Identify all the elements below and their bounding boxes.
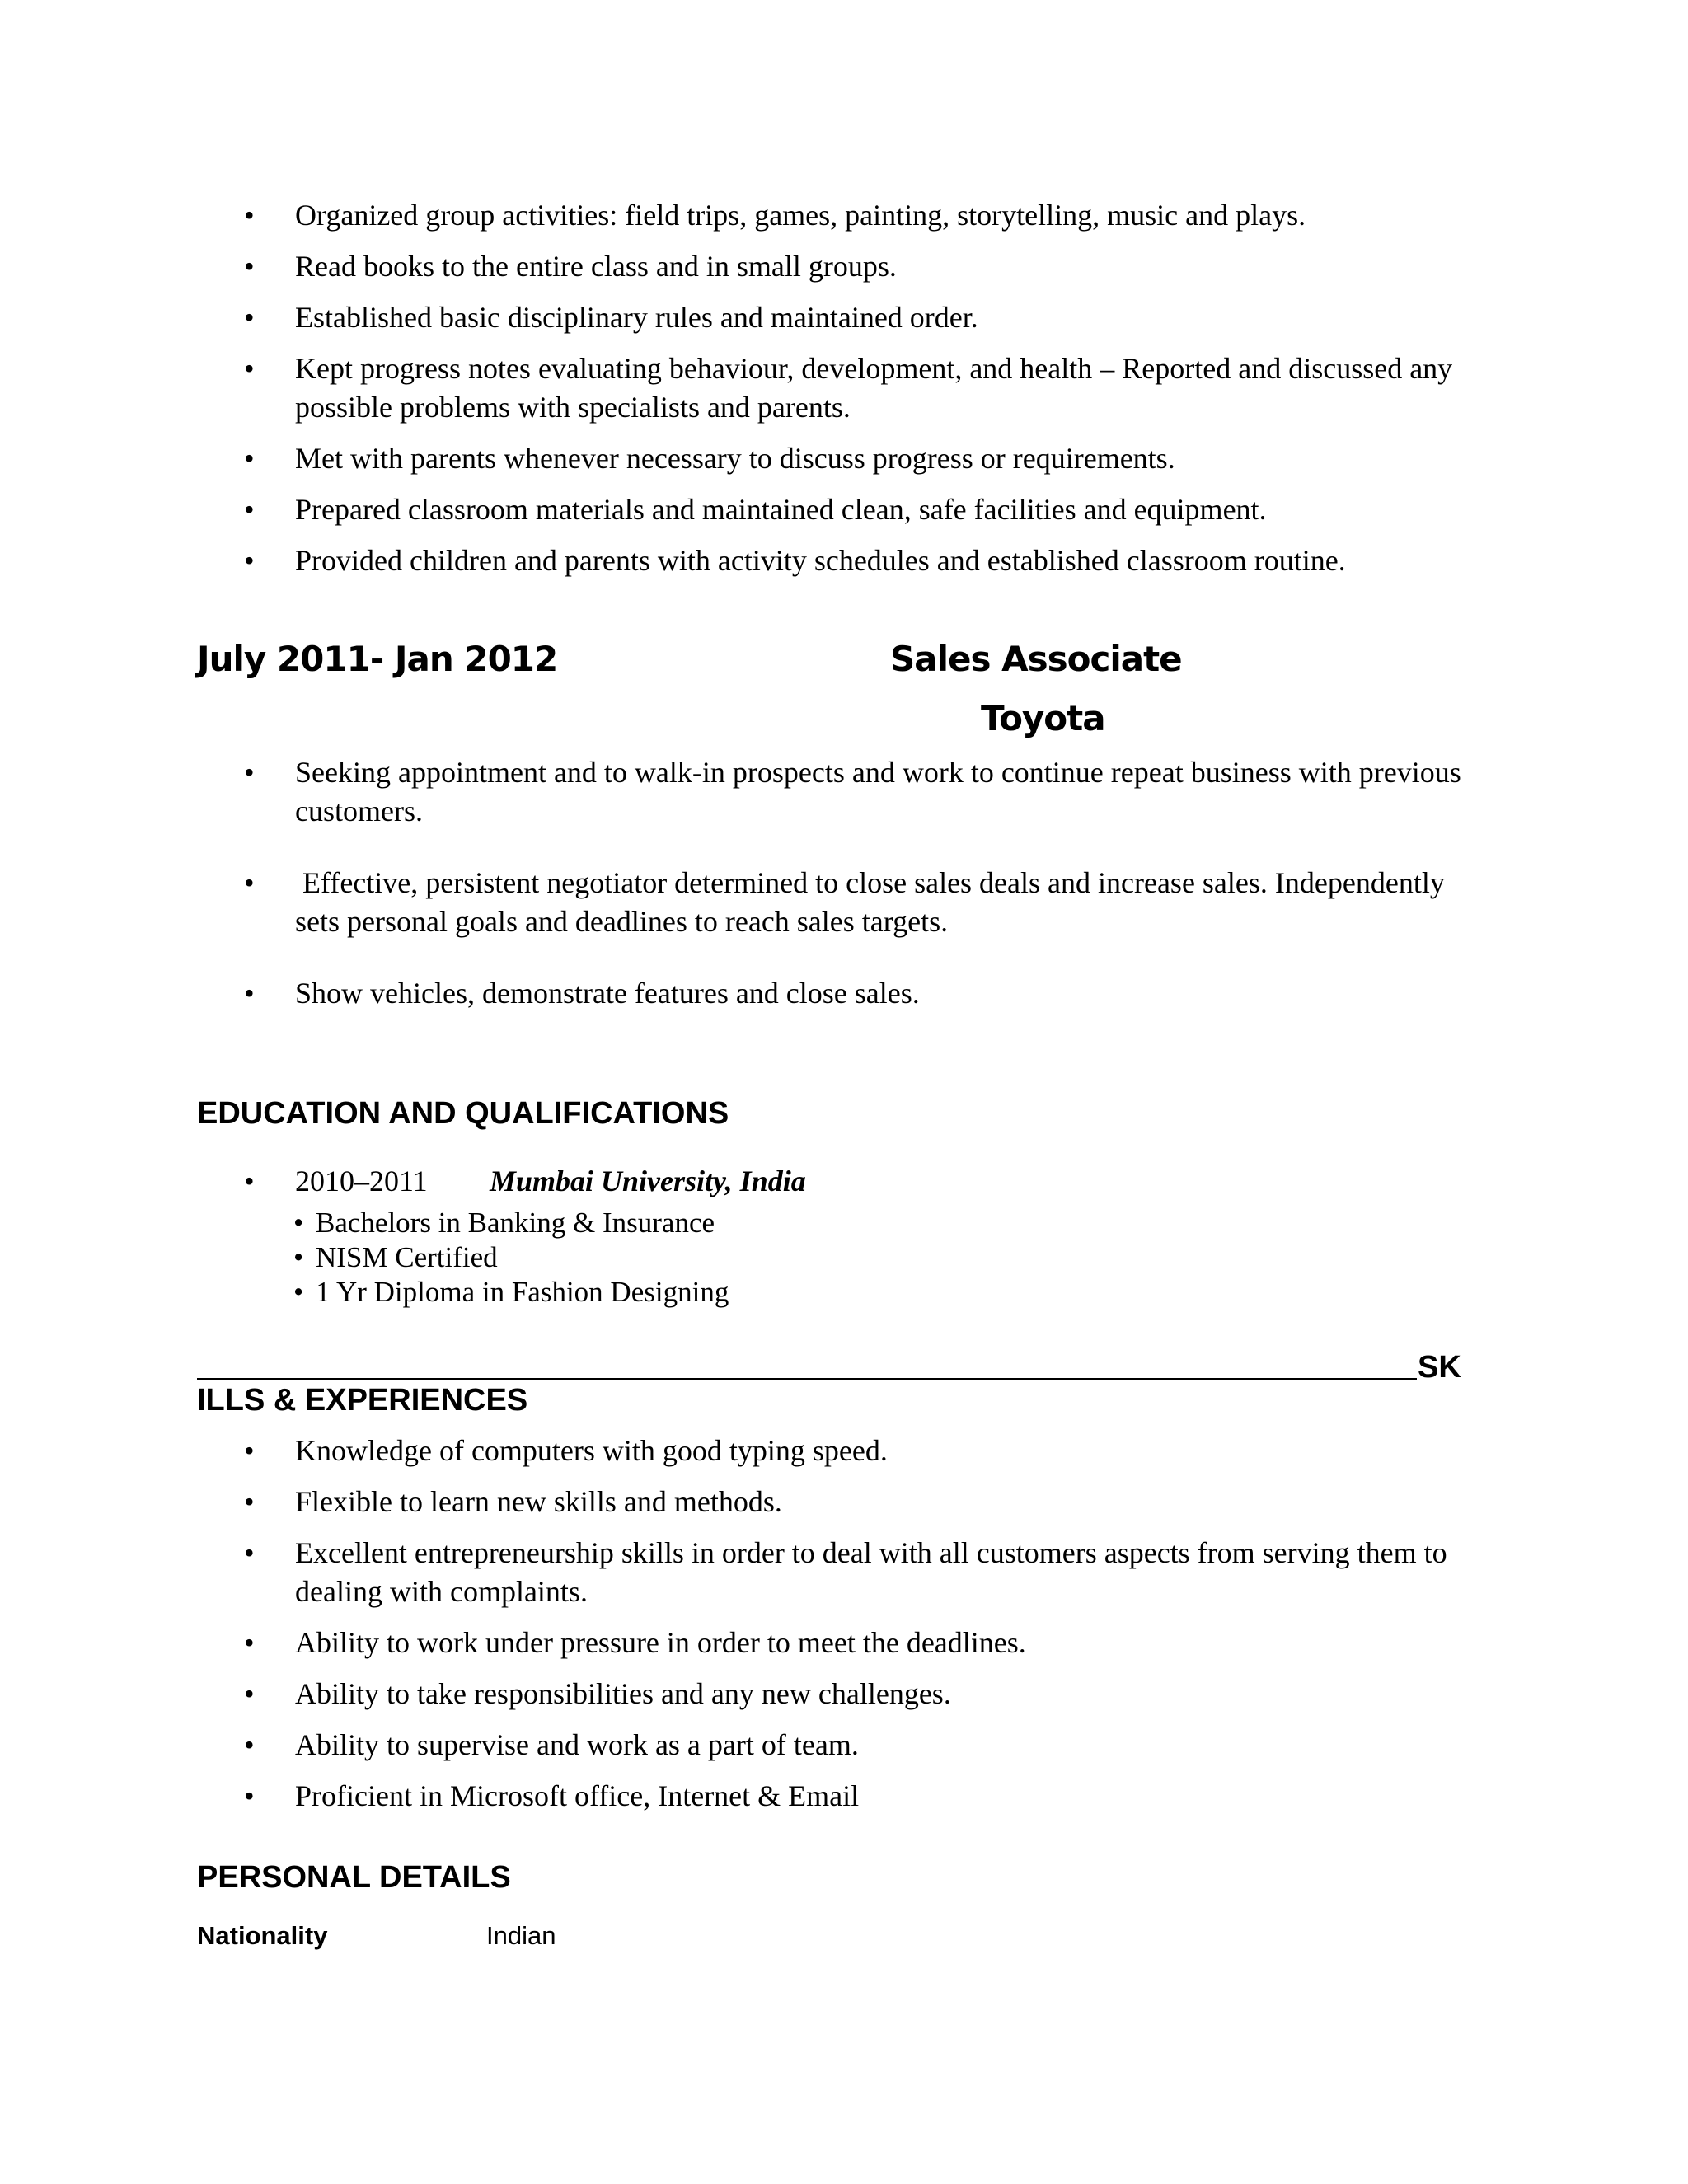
teaching-duties-list [0,196,1688,580]
list-item: • Organized group activities: field trips, games, painting, storytelling, music and plays. [244,199,1306,232]
list-item: • Provided children and parents with activity schedules and established classroom routine. [244,544,1346,577]
list-item: • Excellent entrepreneurship skills in order to deal with all customers aspects from serving them to dealing with complaints. [244,1536,1447,1608]
nationality-label: Nationality [197,1921,328,1950]
education-item: • Bachelors in Banking & Insurance [293,1207,715,1239]
skills-heading: ILLS & EXPERIENCES [197,1383,528,1418]
list-item: • Kept progress notes evaluating behaviour, development, and health – Reported and discussed any possible problems with specialists and parents. [244,352,1453,424]
job-dates: July 2011- Jan 2012 [197,639,558,679]
job-duties-list [0,753,1688,1013]
list-item: • Established basic disciplinary rules and maintained order. [244,301,978,334]
list-item: • Seeking appointment and to walk-in prospects and work to continue repeat business with previous customers. [244,756,1461,827]
education-item: • 1 Yr Diploma in Fashion Designing [293,1276,729,1308]
list-item: • Prepared classroom materials and maintained clean, safe facilities and equipment. [244,493,1267,526]
list-item: • Met with parents whenever necessary to discuss progress or requirements. [244,442,1175,475]
section-divider [197,1378,1417,1380]
list-item: • Flexible to learn new skills and methods. [244,1485,782,1518]
nationality-value: Indian [486,1921,556,1950]
list-item: • Proficient in Microsoft office, Internet & Email [244,1779,860,1812]
personal-details-heading: PERSONAL DETAILS [197,1860,511,1895]
skills-list [0,1432,1688,1816]
list-item: • Show vehicles, demonstrate features and close sales. [244,977,920,1010]
education-institution: Mumbai University, India [490,1165,806,1197]
list-item: • Effective, persistent negotiator determined to close sales deals and increase sales. Independently sets personal goals and deadlines to reach sales targets. [244,866,1452,938]
education-years: 2010–2011 [295,1165,428,1197]
skills-heading-start: SK [1418,1350,1461,1385]
job-title: Sales Associate [890,639,1182,679]
job-company: Toyota [981,698,1105,738]
list-item: • Ability to work under pressure in order to meet the deadlines. [244,1626,1026,1659]
education-heading: EDUCATION AND QUALIFICATIONS [197,1096,729,1131]
list-item: • Ability to supervise and work as a part of team. [244,1728,859,1761]
education-entry [244,1163,255,1199]
list-item: • Read books to the entire class and in small groups. [244,250,897,283]
list-item: • Knowledge of computers with good typing speed. [244,1434,888,1467]
list-item: • Ability to take responsibilities and any new challenges. [244,1677,951,1710]
bullet: • [244,1165,255,1197]
education-item: • NISM Certified [293,1241,498,1273]
